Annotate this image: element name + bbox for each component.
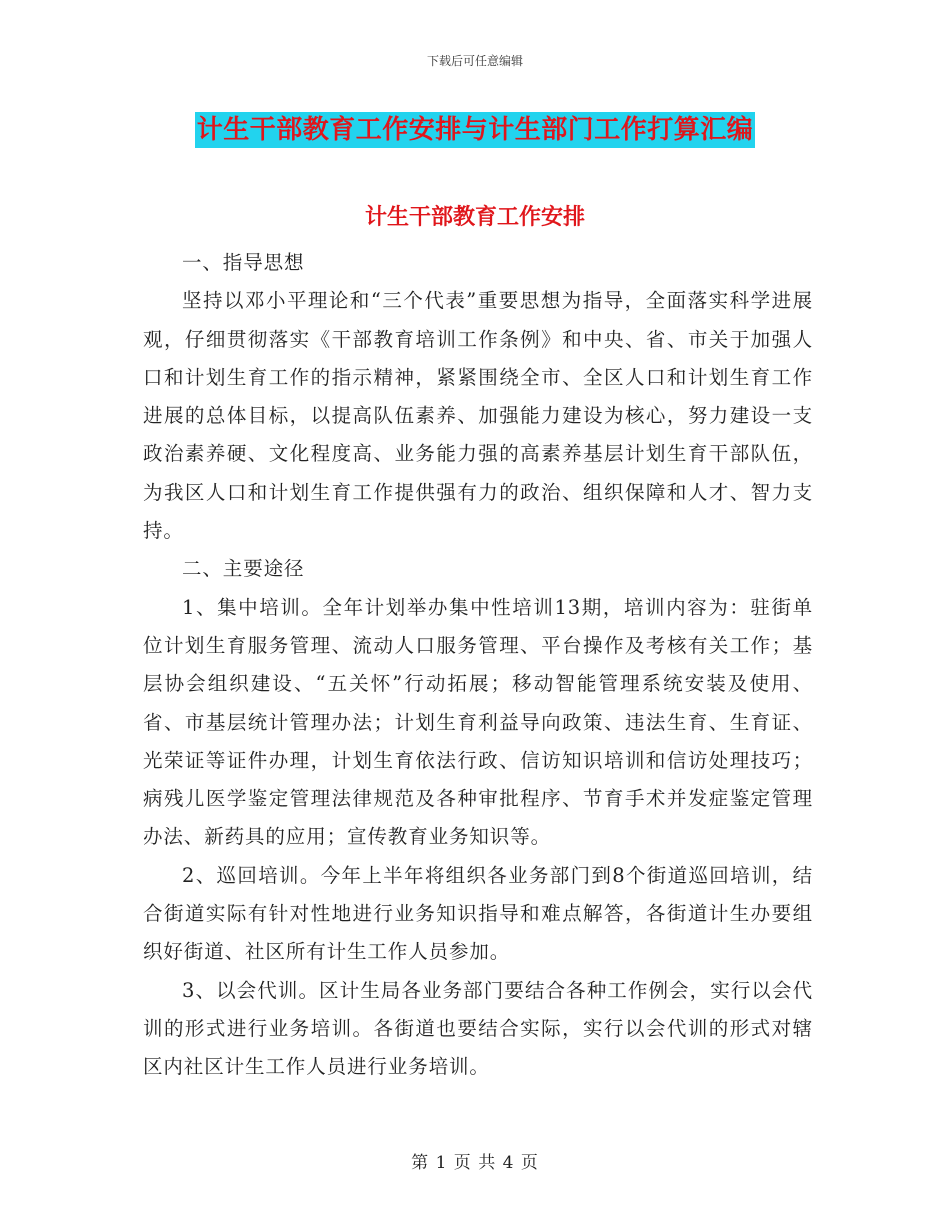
paragraph-guiding-thought: 坚持以邓小平理论和“三个代表”重要思想为指导，全面落实科学进展观，仔细贯彻落实《干部教育培训工作条例》和中央、省、市关于加强人口和计划生育工作的指示精神，紧紧围绕全市、全区人口和计划生育工作进展的总体目标，以提高队伍素养、加强能力建设为核心，努力建设一支政治素养硬、文化程度高、业务能力强的高素养基层计划生育干部队伍，为我区人口和计划生育工作提供强有力的政治、组织保障和人才、智力支持。 (143, 289, 813, 543)
document-body (143, 244, 813, 1087)
document-title: 计生干部教育工作安排与计生部门工作打算汇编 (195, 112, 756, 148)
heading-guiding-thought: 一、指导思想 (182, 251, 305, 274)
heading-main-approaches: 二、主要途径 (182, 557, 305, 581)
paragraph-meeting-training: 3、以会代训。区计生局各业务部门要结合各种工作例会，实行以会代训的形式进行业务培训。各街道也要结合实际，实行以会代训的形式对辖区内社区计生工作人员进行业务培训。 (143, 978, 813, 1079)
page-header-note: 下载后可任意编辑 (426, 54, 523, 68)
page-footer: 第 1 页 共 4 页 (411, 1153, 539, 1173)
document-title-container (0, 112, 950, 148)
paragraph-centralized-training: 1、集中培训。全年计划举办集中性培训13期，培训内容为：驻街单位计划生育服务管理、流动人口服务管理、平台操作及考核有关工作；基层协会组织建设、“五关怀”行动拓展；移动智能管理系统安装及使用、省、市基层统计管理办法；计划生育利益导向政策、违法生育、生育证、光荣证等证件办理，计划生育依法行政、信访知识培训和信访处理技巧；病残儿医学鉴定管理法律规范及各种审批程序、节育手术并发症鉴定管理办法、新药具的应用；宣传教育业务知识等。 (143, 595, 813, 849)
section-title: 计生干部教育工作安排 (364, 204, 585, 230)
paragraph-touring-training: 2、巡回培训。今年上半年将组织各业务部门到8个街道巡回培训，结合街道实际有针对性地进行业务知识指导和难点解答，各街道计生办要组织好街道、社区所有计生工作人员参加。 (143, 863, 813, 964)
